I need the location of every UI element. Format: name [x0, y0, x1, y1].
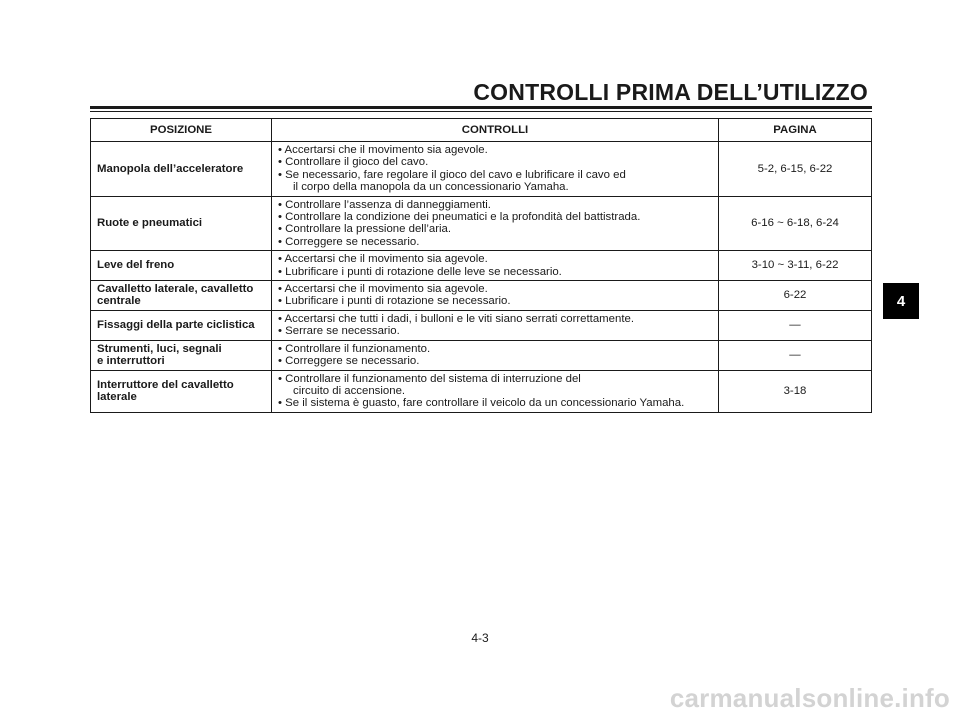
check-line: il corpo della manopola da un concessionario Yamaha. [293, 181, 569, 194]
position-line: Strumenti, luci, segnali [97, 342, 222, 355]
row-position [91, 281, 272, 311]
check-line: • Correggere se necessario. [278, 235, 420, 248]
row-position: Ruote e pneumatici [91, 196, 272, 251]
row-position: Leve del freno [91, 251, 272, 281]
table-row [91, 310, 872, 340]
check-line: • Accertarsi che tutti i dadi, i bulloni e le viti siano serrati correttamente. [278, 312, 634, 325]
check-line: • Se necessario, fare regolare il gioco del cavo e lubrificare il cavo ed [278, 168, 626, 181]
column-header-position: POSIZIONE [91, 119, 272, 142]
page-title: CONTROLLI PRIMA DELL’UTILIZZO [473, 79, 868, 105]
row-position [91, 370, 272, 412]
title-rule-thick [90, 106, 872, 109]
row-page-ref: 6-22 [719, 281, 872, 311]
check-line: • Controllare la condizione dei pneumatici e la profondità del battistrada. [278, 211, 641, 224]
position-line: Cavalletto laterale, cavalletto [97, 283, 254, 296]
table-row [91, 281, 872, 311]
check-line: • Controllare la pressione dell’aria. [278, 223, 452, 236]
watermark: carmanualsonline.info [669, 683, 950, 713]
row-checks [272, 340, 719, 370]
row-checks [272, 142, 719, 197]
table-row [91, 251, 872, 281]
row-page-ref: 6-16 ~ 6-18, 6-24 [719, 196, 872, 251]
row-checks [272, 251, 719, 281]
position-line: centrale [97, 295, 141, 308]
check-line: • Lubrificare i punti di rotazione se necessario. [278, 295, 511, 308]
row-checks [272, 196, 719, 251]
column-header-checks: CONTROLLI [272, 119, 719, 142]
check-line: • Se il sistema è guasto, fare controllare il veicolo da un concessionario Yamaha. [278, 397, 685, 410]
row-page-ref: — [719, 310, 872, 340]
check-line: • Accertarsi che il movimento sia agevole. [278, 253, 488, 266]
table-row [91, 340, 872, 370]
column-header-page: PAGINA [719, 119, 872, 142]
position-line: Interruttore del cavalletto [97, 378, 234, 391]
row-page-ref: 5-2, 6-15, 6-22 [719, 142, 872, 197]
check-line: • Accertarsi che il movimento sia agevole. [278, 283, 488, 296]
table-row [91, 196, 872, 251]
row-checks [272, 310, 719, 340]
check-line: circuito di accensione. [293, 384, 406, 397]
page-number: 4-3 [471, 631, 489, 645]
table-header-row [91, 119, 872, 142]
row-page-ref: — [719, 340, 872, 370]
row-checks [272, 370, 719, 412]
row-position: Fissaggi della parte ciclistica [91, 310, 272, 340]
table-row [91, 142, 872, 197]
check-line: • Controllare il funzionamento del sistema di interruzione del [278, 372, 581, 385]
check-line: • Controllare il gioco del cavo. [278, 156, 429, 169]
position-line: laterale [97, 391, 137, 404]
row-checks [272, 281, 719, 311]
position-line: e interruttori [97, 355, 165, 368]
row-page-ref: 3-18 [719, 370, 872, 412]
check-line: • Lubrificare i punti di rotazione delle leve se necessario. [278, 265, 562, 278]
check-line: • Controllare l’assenza di danneggiamenti. [278, 198, 491, 211]
check-line: • Accertarsi che il movimento sia agevole. [278, 144, 488, 156]
chapter-tab: 4 [883, 283, 919, 319]
check-line: • Correggere se necessario. [278, 355, 420, 368]
check-line: • Serrare se necessario. [278, 325, 400, 338]
check-line: • Controllare il funzionamento. [278, 342, 431, 355]
row-page-ref: 3-10 ~ 3-11, 6-22 [719, 251, 872, 281]
table-row [91, 370, 872, 412]
row-position [91, 340, 272, 370]
title-rule-thin [90, 111, 872, 112]
pre-operation-checks-table [90, 118, 872, 413]
row-position: Manopola dell’acceleratore [91, 142, 272, 197]
